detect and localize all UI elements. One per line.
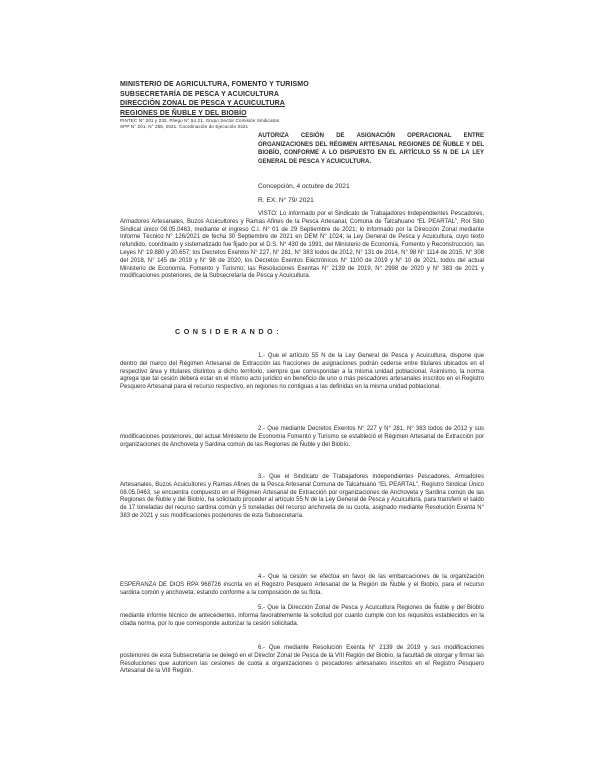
letterhead-regions: REGIONES DE ÑUBLE Y DEL BIOBÍO — [120, 109, 247, 117]
considerando-3: 3.- Que el Sindicato de Trabajadores Independientes Pescadores, Armadores Artesanales, Buzos Acuicultores y Ramas Afines de la Pesca Artesanal Comuna de Talcahuano “EL PEARTAL”, Registro Sindical Único 08.05.0463, se encuentra compuesto en el Régimen Artesanal de Extracción por organizaciones de Anchoveta y Sardina común de las Regiones de Ñuble y del Biobío, ha solicitado proceder al artículo 55 N de la Ley General de Pesca y Acuicultura, para transferir el saldo de 17 toneladas del recurso sardina común y 5 toneladas del recurso anchoveta de su cuota, asignado mediante Resolución Exenta N° 383 de 2021 y sus modificaciones posteriores de esta Subsecretaría. — [120, 474, 484, 519]
letterhead-reference-1: PINTEC N° 201 y 232. Pliego N° 54.21. Grupo Sector Comisión Sindicatos — [120, 118, 280, 123]
resolution-subject: AUTORIZA CESIÓN DE ASIGNACIÓN OPERACIONAL ENTRE ORGANIZACIONES DEL RÉGIMEN ARTESANAL REGIONES DE ÑUBLE Y DEL BIOBÍO, CONFORME A LO DISPUESTO EN EL ARTÍCULO 55 N DE LA LEY GENERAL DE PESCA Y ACUICULTURA. — [258, 133, 484, 165]
letterhead-direction: DIRECCIÓN ZONAL DE PESCA Y ACUICULTURA — [120, 100, 285, 107]
visto-paragraph: VISTO: Lo informado por el Sindicato de Trabajadores Independientes Pescadores, Armadores Artesanales, Buzos Acuicultores y Ramas Afines de la Pesca Artesanal, Comuna de Talcahuano “EL PEARTAL”, Rol Sitio Sindical único 08.05.0463, mediante el ingreso C.I. N° 01 de 29 Septiembre de 2021; lo informado por la Dirección Zonal mediante Informe Técnico N° 126/2021 de fecha 30 Septiembre de 2021 en DEM N° 1024; la Ley General de Pesca y Acuicultura, cuyo texto refundido, coordinado y sistematizado fue fijado por el D.S. N° 430 de 1991, del Ministerio de Economía, Fomento y Reconstrucción; las Leyes N° 19.880 y 20.657; los Decretos Exentos N° 227, N° 281, N° 383 todos de 2012, N° 131 de 2014, N° 98 N° 1114 de 2015, N° 308 del 2018, N° 145 de 2019 y N° 98 de 2020, los Decretos Exentos Electrónicos N° 1100 de 2019 y N° 10 de 2021, todos del actual Ministerio de Economía, Fomento y Turismo; las Resoluciones Exentas N° 2139 de 2019, N° 2998 de 2020 y N° 383 de 2021 y modificaciones posteriores, de la Subsecretaría de Pesca y Acuicultura. — [120, 211, 484, 280]
considerando-5: 5.- Que la Dirección Zonal de Pesca y Acuicultura Regiones de Ñuble y del Biobío mediante informe técnico de antecedentes, informa favorablemente la solicitud por cuanto cumple con los requisitos establecidos en la citada norma, por lo que corresponde autorizar la cesión solicitada. — [120, 605, 484, 627]
resolution-number: R. EX. N° 79/ 2021 — [258, 197, 314, 204]
considerando-4: 4.- Que la cesión se efectúa en favor de las embarcaciones de la organización ESPERANZA DE DIOS RPA 968726 inscrita en el Registro Pesquero Artesanal de la Región de Ñuble y el Biobío, para el recurso sardina común y anchoveta, estando conforme a la composición de su flota. — [120, 574, 484, 596]
letterhead-reference-2: SPP N° 201, N° 255, 2021. Coordinación de Ejecución 0421 — [120, 124, 249, 129]
considerando-heading: CONSIDERANDO: — [175, 327, 282, 336]
letterhead-subsecretariat: SUBSECRETARÍA DE PESCA Y ACUICULTURA — [120, 90, 280, 98]
letterhead — [120, 80, 340, 130]
letterhead-ministry: MINISTERIO DE AGRICULTURA, FOMENTO Y TURISMO — [120, 81, 309, 88]
considerando-2: 2.- Que mediante Decretos Exentos N° 227 y N° 281, N° 383 todos de 2012 y sus modificaciones posteriores, del actual Ministerio de Economía Fomento y Turismo se estableció el Régimen Artesanal de Extracción por organizaciones de Anchoveta y Sardina común de las Regiones de Ñuble y del Biobío. — [120, 426, 484, 448]
date-line: Concepción, 4 octubre de 2021 — [258, 183, 350, 190]
considerando-1: 1.- Que el artículo 55 N de la Ley General de Pesca y Acuicultura, dispone que dentro del marco del Régimen Artesanal de Extracción las fracciones de asignaciones podrán cederse entre titulares ubicados en el respectivo área y titulares distintos a dicho territorio, siempre que correspondan a la misma unidad poblacional. Asimismo, la norma agrega que tal cesión deberá estar en el mismo acto jurídico en beneficio de uno o más pescadores artesanales inscritos en el Registro Pesquero Artesanal para el recurso respectivo, en regiones no contiguas a las definidas en la misma unidad poblacional. — [120, 353, 484, 391]
considerando-6: 6.- Que mediante Resolución Exenta N° 2139 de 2019 y sus modificaciones posteriores de esta Subsecretaría se delegó en el Director Zonal de Pesca de la VIII Región del Biobío, la facultad de otorgar y firmar las Resoluciones que autoricen las cesiones de cuota a organizaciones o pescadores artesanales inscritos en el Registro Pesquero Artesanal de la VIII Región. — [120, 645, 484, 675]
